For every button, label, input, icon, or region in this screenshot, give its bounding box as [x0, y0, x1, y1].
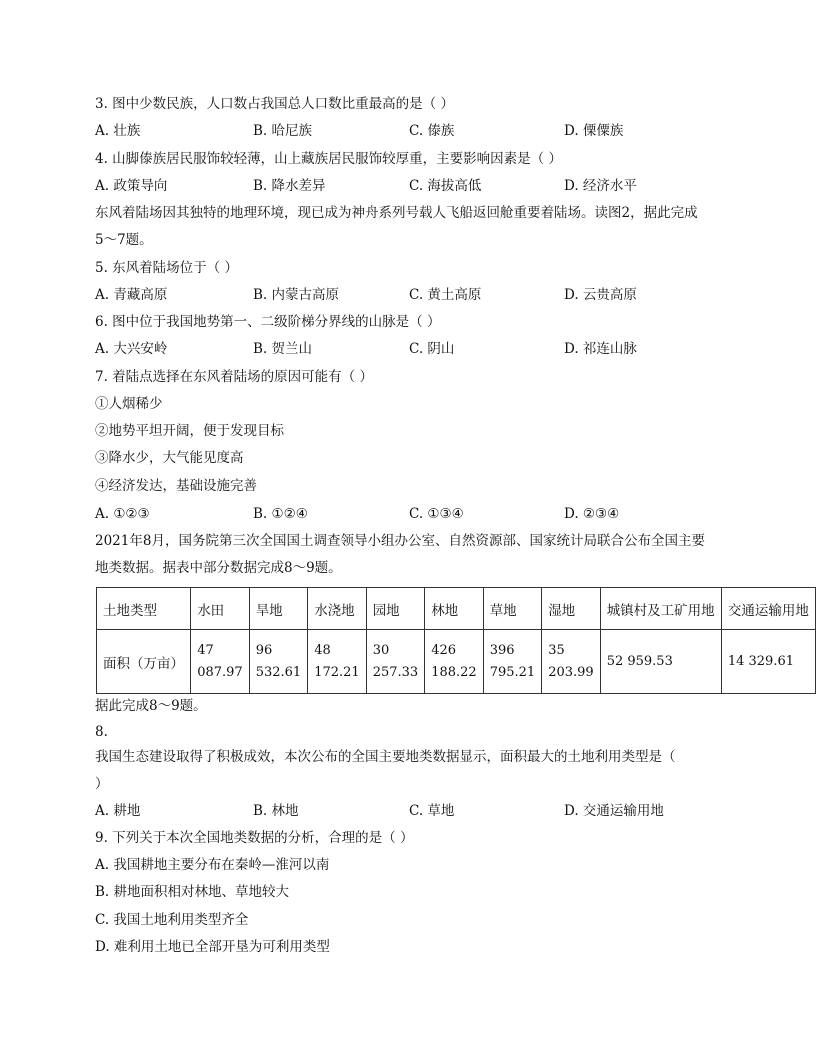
table-cell: 396 795.21	[483, 630, 542, 694]
q4-option-b: B. 降水差异	[253, 178, 326, 194]
table-header-cell: 湿地	[542, 588, 601, 630]
table-header-cell: 交通运输用地	[721, 588, 815, 630]
table-cell: 52 959.53	[600, 630, 721, 694]
q6-option-b: B. 贺兰山	[253, 341, 313, 357]
q3-stem: 3. 图中少数民族，人口数占我国总人口数比重最高的是（ ）	[95, 96, 454, 112]
table-header-cell: 城镇村及工矿用地	[600, 588, 721, 630]
q8-option-c: C. 草地	[409, 803, 455, 819]
q8-stem: 我国生态建设取得了积极成效，本次公布的全国主要地类数据显示，面积最大的土地利用类型是（	[95, 749, 676, 765]
table-row	[97, 630, 816, 694]
after-table-note: 据此完成8～9题。	[95, 698, 207, 714]
table-cell: 426 188.22	[425, 630, 484, 694]
table-cell: 47 087.97	[191, 630, 250, 694]
q7-option-b: B. ①②④	[253, 506, 308, 522]
q9-option-a: A. 我国耕地主要分布在秦岭—淮河以南	[95, 857, 330, 873]
table-header-cell: 水浇地	[308, 588, 367, 630]
q8-option-a: A. 耕地	[95, 803, 141, 819]
q9-option-c: C. 我国土地利用类型齐全	[95, 912, 249, 928]
q5-stem: 5. 东风着陆场位于（ ）	[95, 260, 238, 276]
q5-options	[95, 286, 735, 304]
table-header-cell: 林地	[425, 588, 484, 630]
table-row-label: 面积（万亩）	[97, 630, 191, 694]
q5-option-a: A. 青藏高原	[95, 287, 168, 303]
intro-5-7-line2: 5～7题。	[95, 232, 153, 248]
q7-item-2: ②地势平坦开阔，便于发现目标	[95, 423, 284, 439]
table-header-cell: 草地	[483, 588, 542, 630]
q9-option-b: B. 耕地面积相对林地、草地较大	[95, 884, 290, 900]
q5-option-b: B. 内蒙古高原	[253, 287, 340, 303]
q4-options	[95, 177, 735, 195]
q3-options	[95, 122, 735, 140]
q4-option-d: D. 经济水平	[564, 178, 637, 194]
table-header-cell: 旱地	[249, 588, 308, 630]
q8-stem-tail: ）	[95, 776, 109, 792]
q4-option-a: A. 政策导向	[95, 178, 168, 194]
q6-options	[95, 340, 735, 358]
q8-option-d: D. 交通运输用地	[564, 803, 664, 819]
q3-option-c: C. 傣族	[409, 123, 455, 139]
q7-option-d: D. ②③④	[564, 506, 620, 522]
table-header-cell: 土地类型	[97, 588, 191, 630]
table-header-cell: 园地	[366, 588, 425, 630]
q8-options	[95, 802, 735, 820]
intro-5-7-line1: 东风着陆场因其独特的地理环境，现已成为神舟系列号载人飞船返回舱重要着陆场。读图2，据此完成	[95, 205, 698, 221]
q4-option-c: C. 海拔高低	[409, 178, 482, 194]
q7-item-3: ③降水少，大气能见度高	[95, 450, 244, 466]
q7-item-1: ①人烟稀少	[95, 396, 163, 412]
q6-option-c: C. 阴山	[409, 341, 455, 357]
q7-options	[95, 505, 735, 523]
q6-option-d: D. 祁连山脉	[564, 341, 637, 357]
q8-option-b: B. 林地	[253, 803, 299, 819]
table-cell: 35 203.99	[542, 630, 601, 694]
table-header-row	[97, 588, 816, 630]
q8-number: 8.	[95, 724, 108, 740]
q6-stem: 6. 图中位于我国地势第一、二级阶梯分界线的山脉是（ ）	[95, 314, 441, 330]
table-cell: 48 172.21	[308, 630, 367, 694]
table-cell: 96 532.61	[249, 630, 308, 694]
q7-option-c: C. ①③④	[409, 506, 464, 522]
q3-option-d: D. 傈僳族	[564, 123, 624, 139]
q4-stem: 4. 山脚傣族居民服饰较轻薄，山上藏族居民服饰较厚重，主要影响因素是（ ）	[95, 151, 562, 167]
table-cell: 14 329.61	[721, 630, 815, 694]
q7-stem: 7. 着陆点选择在东风着陆场的原因可能有（ ）	[95, 369, 373, 385]
land-area-table	[96, 587, 816, 694]
q5-option-d: D. 云贵高原	[564, 287, 637, 303]
q9-stem: 9. 下列关于本次全国地类数据的分析，合理的是（ ）	[95, 830, 414, 846]
q9-option-d: D. 难利用土地已全部开垦为可利用类型	[95, 939, 330, 955]
table-header-cell: 水田	[191, 588, 250, 630]
q5-option-c: C. 黄土高原	[409, 287, 482, 303]
q7-item-4: ④经济发达，基础设施完善	[95, 478, 257, 494]
q3-option-b: B. 哈尼族	[253, 123, 313, 139]
q3-option-a: A. 壮族	[95, 123, 141, 139]
q6-option-a: A. 大兴安岭	[95, 341, 168, 357]
intro-8-9-line1: 2021年8月，国务院第三次全国国土调查领导小组办公室、自然资源部、国家统计局联合公布全国主要	[95, 533, 705, 549]
q7-option-a: A. ①②③	[95, 506, 150, 522]
intro-8-9-line2: 地类数据。据表中部分数据完成8～9题。	[95, 560, 342, 576]
table-cell: 30 257.33	[366, 630, 425, 694]
